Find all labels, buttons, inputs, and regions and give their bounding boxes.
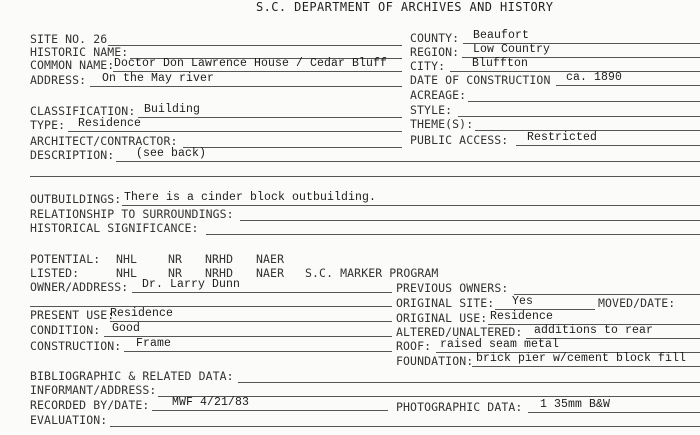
architect-line bbox=[183, 147, 402, 148]
construction-line bbox=[124, 351, 392, 352]
potential-nr: NR bbox=[168, 252, 183, 266]
outbuildings-line bbox=[122, 205, 700, 206]
bibliographic-line bbox=[238, 382, 700, 383]
present-use-line bbox=[110, 321, 392, 322]
altered-value: additions to rear bbox=[534, 324, 654, 337]
site-no: SITE NO. 26 bbox=[30, 32, 108, 46]
description-label: DESCRIPTION: bbox=[30, 148, 115, 162]
photographic-line bbox=[528, 412, 700, 413]
listed-nr: NR bbox=[168, 266, 183, 280]
original-site-label: ORIGINAL SITE: bbox=[396, 296, 495, 310]
recorded-line bbox=[152, 410, 388, 411]
county-value: Beaufort bbox=[473, 29, 530, 42]
classification-value: Building bbox=[144, 103, 201, 116]
potential-nrhd: NRHD bbox=[205, 252, 234, 266]
address-label: ADDRESS: bbox=[30, 73, 87, 87]
photographic-value: 1 35mm B&W bbox=[540, 398, 611, 411]
roof-value: raised seam metal bbox=[440, 338, 560, 351]
evaluation-line bbox=[110, 426, 700, 427]
altered-label: ALTERED/UNALTERED: bbox=[396, 325, 523, 339]
potential-label: POTENTIAL: bbox=[30, 252, 101, 266]
description-value: (see back) bbox=[136, 147, 207, 160]
relationship-label: RELATIONSHIP TO SURROUNDINGS: bbox=[30, 207, 234, 221]
site-no-line bbox=[108, 45, 402, 46]
date-value: ca. 1890 bbox=[566, 71, 623, 84]
date-line bbox=[556, 85, 700, 86]
themes-label: THEME(S): bbox=[410, 117, 474, 131]
city-value: Bluffton bbox=[472, 57, 529, 70]
photographic-label: PHOTOGRAPHIC DATA: bbox=[396, 400, 523, 414]
construction-label: CONSTRUCTION: bbox=[30, 339, 122, 353]
type-line bbox=[68, 131, 402, 132]
common-name-label: COMMON NAME: bbox=[30, 58, 115, 72]
condition-label: CONDITION: bbox=[30, 323, 101, 337]
recorded-label: RECORDED BY/DATE: bbox=[30, 398, 150, 412]
evaluation-label: EVALUATION: bbox=[30, 413, 108, 427]
owner-value: Dr. Larry Dunn bbox=[142, 278, 241, 291]
outbuildings-label: OUTBUILDINGS: bbox=[30, 192, 122, 206]
type-value: Residence bbox=[78, 117, 142, 130]
foundation-value: brick pier w/cement block fill bbox=[476, 352, 687, 365]
original-site-value: Yes bbox=[512, 295, 534, 308]
county-label: COUNTY: bbox=[410, 31, 460, 45]
present-use-value: Residence bbox=[110, 307, 174, 320]
roof-label: ROOF: bbox=[396, 339, 432, 353]
architect-label: ARCHITECT/CONTRACTOR: bbox=[30, 134, 178, 148]
historic-name-label: HISTORIC NAME: bbox=[30, 45, 129, 59]
public-access-value: Restricted bbox=[527, 131, 598, 144]
foundation-line bbox=[472, 366, 700, 367]
original-use-label: ORIGINAL USE: bbox=[396, 311, 488, 325]
outbuildings-value: There is a cinder block outbuilding. bbox=[124, 191, 377, 204]
city-label: CITY: bbox=[410, 59, 446, 73]
classification-line bbox=[138, 117, 402, 118]
address-value: On the May river bbox=[102, 72, 215, 85]
owner-line bbox=[132, 292, 392, 293]
informant-label: INFORMANT/ADDRESS: bbox=[30, 383, 157, 397]
common-name-value: Doctor Don Lawrence House / Cedar Bluff bbox=[114, 57, 388, 70]
listed-nrhd: NRHD bbox=[205, 266, 234, 280]
listed-naer: NAER bbox=[256, 266, 285, 280]
present-use-label: PRESENT USE: bbox=[30, 308, 115, 322]
classification-label: CLASSIFICATION: bbox=[30, 104, 136, 118]
original-use-value: Residence bbox=[490, 310, 554, 323]
public-access-label: PUBLIC ACCESS: bbox=[410, 133, 509, 147]
type-label: TYPE: bbox=[30, 118, 66, 132]
previous-owners-label: PREVIOUS OWNERS: bbox=[396, 281, 509, 295]
region-value: Low Country bbox=[473, 43, 551, 56]
historical-significance-line bbox=[206, 234, 700, 235]
bibliographic-label: BIBLIOGRAPHIC & RELATED DATA: bbox=[30, 369, 234, 383]
sc-marker-program: S.C. MARKER PROGRAM bbox=[305, 266, 439, 280]
potential-nhl: NHL bbox=[116, 252, 138, 266]
region-label: REGION: bbox=[410, 45, 460, 59]
date-label: DATE OF CONSTRUCTION bbox=[410, 73, 551, 87]
description-line-2 bbox=[30, 176, 700, 177]
acreage-label: ACREAGE: bbox=[410, 88, 467, 102]
description-line bbox=[116, 161, 700, 162]
potential-naer: NAER bbox=[256, 252, 285, 266]
moved-date-label: MOVED/DATE: bbox=[598, 296, 676, 310]
relationship-line bbox=[240, 220, 700, 221]
address-line bbox=[90, 86, 402, 87]
listed-nhl: NHL bbox=[116, 266, 138, 280]
condition-value: Good bbox=[112, 322, 141, 335]
historical-significance-label: HISTORICAL SIGNIFICANCE: bbox=[30, 221, 199, 235]
previous-owners-line bbox=[514, 294, 700, 295]
form-header: S.C. DEPARTMENT OF ARCHIVES AND HISTORY bbox=[256, 0, 554, 14]
recorded-value: MWF 4/21/83 bbox=[172, 396, 250, 409]
style-line bbox=[458, 116, 700, 117]
owner-line-2 bbox=[30, 306, 392, 307]
style-label: STYLE: bbox=[410, 103, 453, 117]
foundation-label: FOUNDATION: bbox=[396, 354, 474, 368]
listed-label: LISTED: bbox=[30, 266, 80, 280]
acreage-line bbox=[468, 101, 700, 102]
construction-value: Frame bbox=[136, 337, 172, 350]
owner-label: OWNER/ADDRESS: bbox=[30, 280, 129, 294]
public-access-line bbox=[516, 145, 700, 146]
